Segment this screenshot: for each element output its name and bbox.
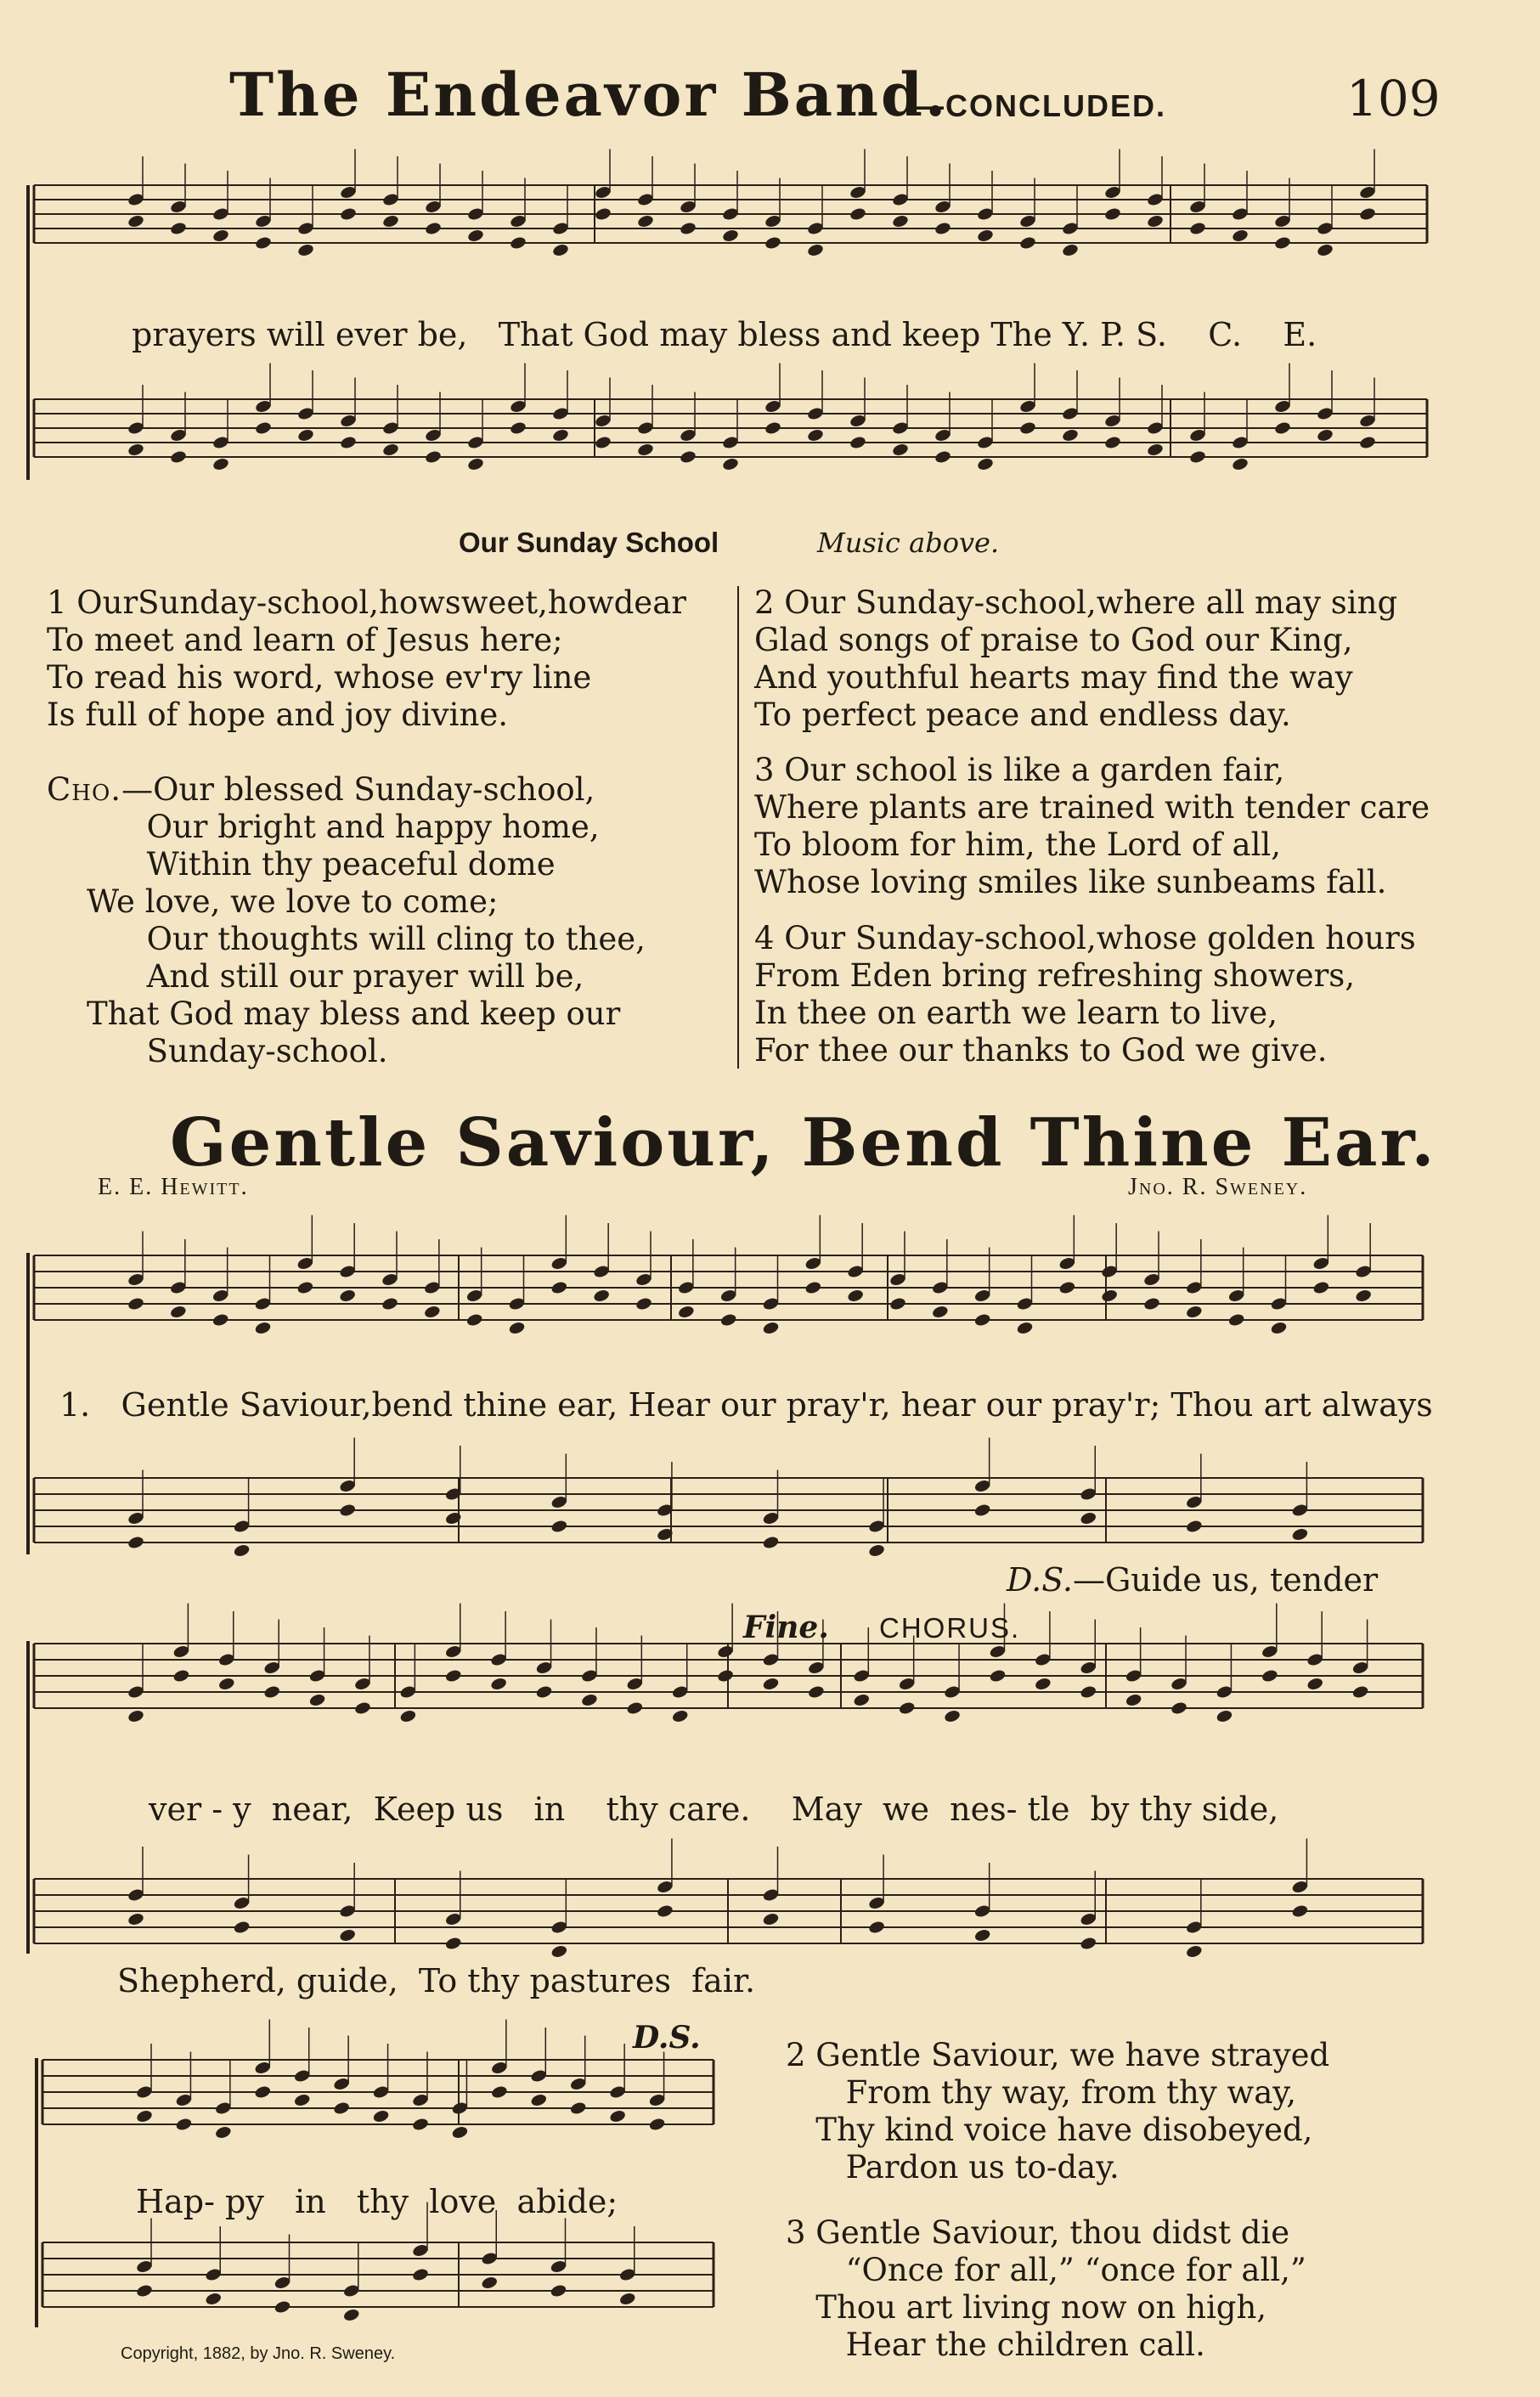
note-head bbox=[976, 457, 994, 471]
chorus-label: Cho. bbox=[47, 771, 122, 808]
note-head bbox=[1261, 1668, 1278, 1683]
note-head bbox=[127, 1296, 144, 1311]
note-head bbox=[205, 2292, 223, 2306]
note-head bbox=[233, 1920, 251, 1934]
note-head bbox=[764, 235, 781, 250]
author-credit: E. E. Hewitt. bbox=[98, 1174, 249, 1200]
note-head bbox=[466, 457, 484, 471]
note-head bbox=[509, 420, 527, 435]
sunday-school-verse-3: 3 Our school is like a garden fair, Where plants are trained with tender care To bloom for him, the Lord of all, Whose loving smiles like sunbeams fall. bbox=[754, 752, 1430, 900]
note-head bbox=[508, 1321, 526, 1335]
note-head bbox=[1016, 1321, 1034, 1335]
note-head bbox=[888, 1296, 906, 1311]
note-head bbox=[411, 2267, 429, 2281]
note-head bbox=[973, 1928, 991, 1943]
note-head bbox=[481, 2276, 499, 2290]
endeavor-lyric: prayers will ever be, That God may bless and keep The Y. P. S. C. E. bbox=[132, 316, 1317, 353]
note-head bbox=[172, 1668, 190, 1683]
note-head bbox=[274, 2299, 291, 2314]
note-head bbox=[333, 2101, 351, 2115]
note-head bbox=[1034, 1677, 1052, 1691]
note-head bbox=[254, 1321, 272, 1335]
page-title: The Endeavor Band. bbox=[229, 59, 949, 130]
note-head bbox=[127, 443, 144, 457]
note-head bbox=[635, 1296, 652, 1311]
note-head bbox=[679, 221, 697, 235]
copyright-notice: Copyright, 1882, by Jno. R. Sweney. bbox=[121, 2344, 396, 2363]
note-head bbox=[891, 443, 909, 457]
note-head bbox=[1355, 1289, 1373, 1303]
note-head bbox=[1231, 457, 1249, 471]
hymn-lyric-line-2: ver - y near, Keep us in thy care. May we nes- tle by thy side, bbox=[149, 1791, 1279, 1828]
note-head bbox=[593, 1289, 611, 1303]
note-head bbox=[381, 443, 399, 457]
music-above-note: Music above. bbox=[817, 527, 1000, 559]
note-head bbox=[296, 1280, 314, 1294]
hymn-lyric-line-2b: Shepherd, guide, To thy pastures fair. bbox=[117, 1962, 756, 1999]
note-head bbox=[217, 1677, 235, 1691]
note-head bbox=[807, 1684, 825, 1699]
sunday-school-verse-4: 4 Our Sunday-school,whose golden hours From Eden bring refreshing showers, In thee on earth we learn to live, For thee our thanks to God we give. bbox=[754, 920, 1416, 1069]
sunday-school-heading: Our Sunday School bbox=[459, 527, 719, 558]
note-head bbox=[1188, 449, 1206, 464]
note-head bbox=[254, 2084, 272, 2099]
note-head bbox=[721, 457, 739, 471]
hymn-title: Gentle Saviour, Bend Thine Ear. bbox=[170, 1104, 1437, 1182]
note-head bbox=[1018, 420, 1036, 435]
ds-instruction bbox=[1007, 1561, 1378, 1599]
hymn-lyric-line-1: 1. Gentle Saviour,bend thine ear, Hear our pray'r, hear our pray'r; Thou art always bbox=[59, 1386, 1433, 1424]
note-head bbox=[127, 214, 144, 228]
note-head bbox=[127, 1535, 144, 1549]
note-head bbox=[1080, 1684, 1097, 1699]
sunday-school-verse-1: 1 OurSunday-school,howsweet,howdear To meet and learn of Jesus here; To read his word, whose ev'ry line Is full of hope and joy divine. bbox=[47, 584, 686, 733]
note-head bbox=[626, 1700, 644, 1715]
note-head bbox=[847, 1289, 865, 1303]
note-head bbox=[339, 1289, 357, 1303]
note-head bbox=[1316, 428, 1334, 443]
note-head bbox=[804, 1280, 822, 1294]
ds-text: —Guide us, tender bbox=[1072, 1561, 1379, 1599]
concluded-label: —CONCLUDED. bbox=[913, 88, 1166, 123]
note-head bbox=[339, 206, 357, 221]
hymn-verse-2: 2 Gentle Saviour, we have strayed From thy way, from thy way, Thy kind voice have disobeyed, Pardon us to-day. bbox=[786, 2037, 1330, 2186]
hymn-lyric-line-3: Hap- py in thy love abide; bbox=[136, 2183, 618, 2220]
note-head bbox=[1270, 1321, 1288, 1335]
note-head bbox=[1171, 1700, 1188, 1715]
note-head bbox=[1185, 1944, 1203, 1959]
note-head bbox=[989, 1668, 1007, 1683]
note-head bbox=[342, 2308, 360, 2322]
note-head bbox=[1231, 228, 1249, 243]
note-head bbox=[381, 1296, 398, 1311]
note-head bbox=[1061, 243, 1079, 257]
note-head bbox=[127, 1709, 144, 1723]
note-head bbox=[444, 1936, 462, 1950]
composer-credit: Jno. R. Sweney. bbox=[1128, 1174, 1308, 1200]
note-head bbox=[212, 457, 229, 471]
note-head bbox=[1312, 1280, 1330, 1294]
note-head bbox=[424, 221, 442, 235]
note-head bbox=[1018, 235, 1036, 250]
note-head bbox=[973, 1503, 991, 1517]
note-head bbox=[509, 235, 527, 250]
note-head bbox=[135, 2283, 153, 2298]
sunday-school-verse-2: 2 Our Sunday-school,where all may sing Glad songs of praise to God our King, And youthful hearts may find the way To perfect peace and endless day. bbox=[754, 584, 1398, 733]
note-head bbox=[719, 1312, 737, 1327]
note-head bbox=[399, 1709, 417, 1723]
note-head bbox=[868, 1543, 886, 1558]
note-head bbox=[677, 1305, 695, 1319]
note-head bbox=[656, 1904, 674, 1918]
note-head bbox=[580, 1693, 598, 1707]
note-head bbox=[679, 449, 697, 464]
note-head bbox=[1103, 206, 1121, 221]
note-head bbox=[1316, 243, 1334, 257]
note-head bbox=[1216, 1709, 1233, 1723]
note-head bbox=[530, 2093, 548, 2107]
note-head bbox=[636, 443, 654, 457]
note-head bbox=[175, 2117, 193, 2131]
note-head bbox=[721, 228, 739, 243]
note-head bbox=[1188, 221, 1206, 235]
note-head bbox=[296, 428, 314, 443]
note-head bbox=[254, 420, 272, 435]
note-head bbox=[535, 1684, 553, 1699]
hymn-verse-3: 3 Gentle Saviour, thou didst die “Once for all,” “once for all,” Thou art living now on high, Hear the children call. bbox=[786, 2214, 1306, 2363]
note-head bbox=[233, 1543, 251, 1558]
note-head bbox=[551, 428, 569, 443]
note-head bbox=[135, 2109, 153, 2123]
note-head bbox=[1185, 1519, 1203, 1533]
page-number: 109 bbox=[1346, 70, 1441, 127]
note-head bbox=[1080, 1936, 1097, 1950]
note-head bbox=[465, 1312, 483, 1327]
note-head bbox=[293, 2093, 311, 2107]
note-head bbox=[1061, 428, 1079, 443]
note-head bbox=[569, 2101, 587, 2115]
note-head bbox=[618, 2292, 636, 2306]
note-head bbox=[1125, 1693, 1142, 1707]
note-head bbox=[849, 206, 866, 221]
note-head bbox=[381, 214, 399, 228]
chorus-heading: CHORUS. bbox=[879, 1612, 1021, 1644]
note-head bbox=[891, 214, 909, 228]
note-head bbox=[1101, 1289, 1119, 1303]
note-head bbox=[1080, 1511, 1097, 1526]
note-head bbox=[444, 1511, 462, 1526]
note-head bbox=[339, 435, 357, 449]
note-head bbox=[1291, 1904, 1309, 1918]
note-head bbox=[1273, 235, 1291, 250]
note-head bbox=[550, 1280, 568, 1294]
note-head bbox=[339, 1928, 357, 1943]
note-head bbox=[594, 206, 612, 221]
note-head bbox=[466, 228, 484, 243]
note-head bbox=[1142, 1296, 1160, 1311]
note-head bbox=[636, 214, 654, 228]
note-head bbox=[353, 1700, 371, 1715]
note-head bbox=[1146, 214, 1164, 228]
note-head bbox=[214, 2125, 232, 2140]
note-head bbox=[423, 1305, 441, 1319]
note-head bbox=[296, 243, 314, 257]
ds-label: D.S. bbox=[1007, 1561, 1073, 1599]
note-head bbox=[806, 243, 824, 257]
chorus-text: —Our blessed Sunday-school, Our bright and happy home, Within thy peaceful dome We love, we love to come; Our thoughts will cling to thee, And still our prayer will be, That God may bless and keep our Sunday-school. bbox=[87, 771, 646, 1069]
note-head bbox=[762, 1321, 780, 1335]
note-head bbox=[424, 449, 442, 464]
ds-mark: D.S. bbox=[633, 2020, 701, 2056]
note-head bbox=[976, 228, 994, 243]
note-head bbox=[849, 435, 866, 449]
note-head bbox=[868, 1920, 886, 1934]
note-head bbox=[451, 2125, 469, 2140]
note-head bbox=[973, 1312, 991, 1327]
note-head bbox=[550, 1944, 568, 1959]
note-head bbox=[263, 1684, 281, 1699]
fine-label: Fine. bbox=[743, 1610, 829, 1645]
note-head bbox=[1273, 420, 1291, 435]
note-head bbox=[1358, 435, 1376, 449]
note-head bbox=[254, 235, 272, 250]
note-head bbox=[1227, 1312, 1245, 1327]
note-head bbox=[764, 420, 781, 435]
note-head bbox=[853, 1693, 871, 1707]
note-head bbox=[1185, 1305, 1203, 1319]
column-divider bbox=[737, 586, 739, 1069]
sunday-school-chorus bbox=[47, 771, 646, 1070]
note-head bbox=[934, 221, 951, 235]
note-head bbox=[212, 228, 229, 243]
note-head bbox=[372, 2109, 390, 2123]
note-head bbox=[127, 1912, 144, 1926]
note-head bbox=[490, 2084, 508, 2099]
note-head bbox=[648, 2117, 666, 2131]
note-head bbox=[308, 1693, 326, 1707]
note-head bbox=[1358, 206, 1376, 221]
note-head bbox=[444, 1668, 462, 1683]
note-head bbox=[898, 1700, 916, 1715]
note-head bbox=[717, 1668, 735, 1683]
note-head bbox=[550, 1519, 568, 1533]
note-head bbox=[551, 243, 569, 257]
note-head bbox=[1351, 1684, 1369, 1699]
note-head bbox=[169, 221, 187, 235]
note-head bbox=[762, 1535, 780, 1549]
note-head bbox=[609, 2109, 627, 2123]
note-head bbox=[671, 1709, 689, 1723]
note-head bbox=[169, 1305, 187, 1319]
note-head bbox=[1291, 1527, 1309, 1542]
note-head bbox=[594, 435, 612, 449]
note-head bbox=[212, 1312, 229, 1327]
note-head bbox=[931, 1305, 949, 1319]
note-head bbox=[762, 1677, 780, 1691]
note-head bbox=[1058, 1280, 1076, 1294]
note-head bbox=[762, 1912, 780, 1926]
note-head bbox=[1306, 1677, 1324, 1691]
note-head bbox=[411, 2117, 429, 2131]
note-head bbox=[1103, 435, 1121, 449]
note-head bbox=[944, 1709, 962, 1723]
note-head bbox=[339, 1503, 357, 1517]
note-head bbox=[169, 449, 187, 464]
note-head bbox=[550, 2283, 567, 2298]
note-head bbox=[1146, 443, 1164, 457]
note-head bbox=[806, 428, 824, 443]
note-head bbox=[490, 1677, 508, 1691]
note-head bbox=[934, 449, 951, 464]
